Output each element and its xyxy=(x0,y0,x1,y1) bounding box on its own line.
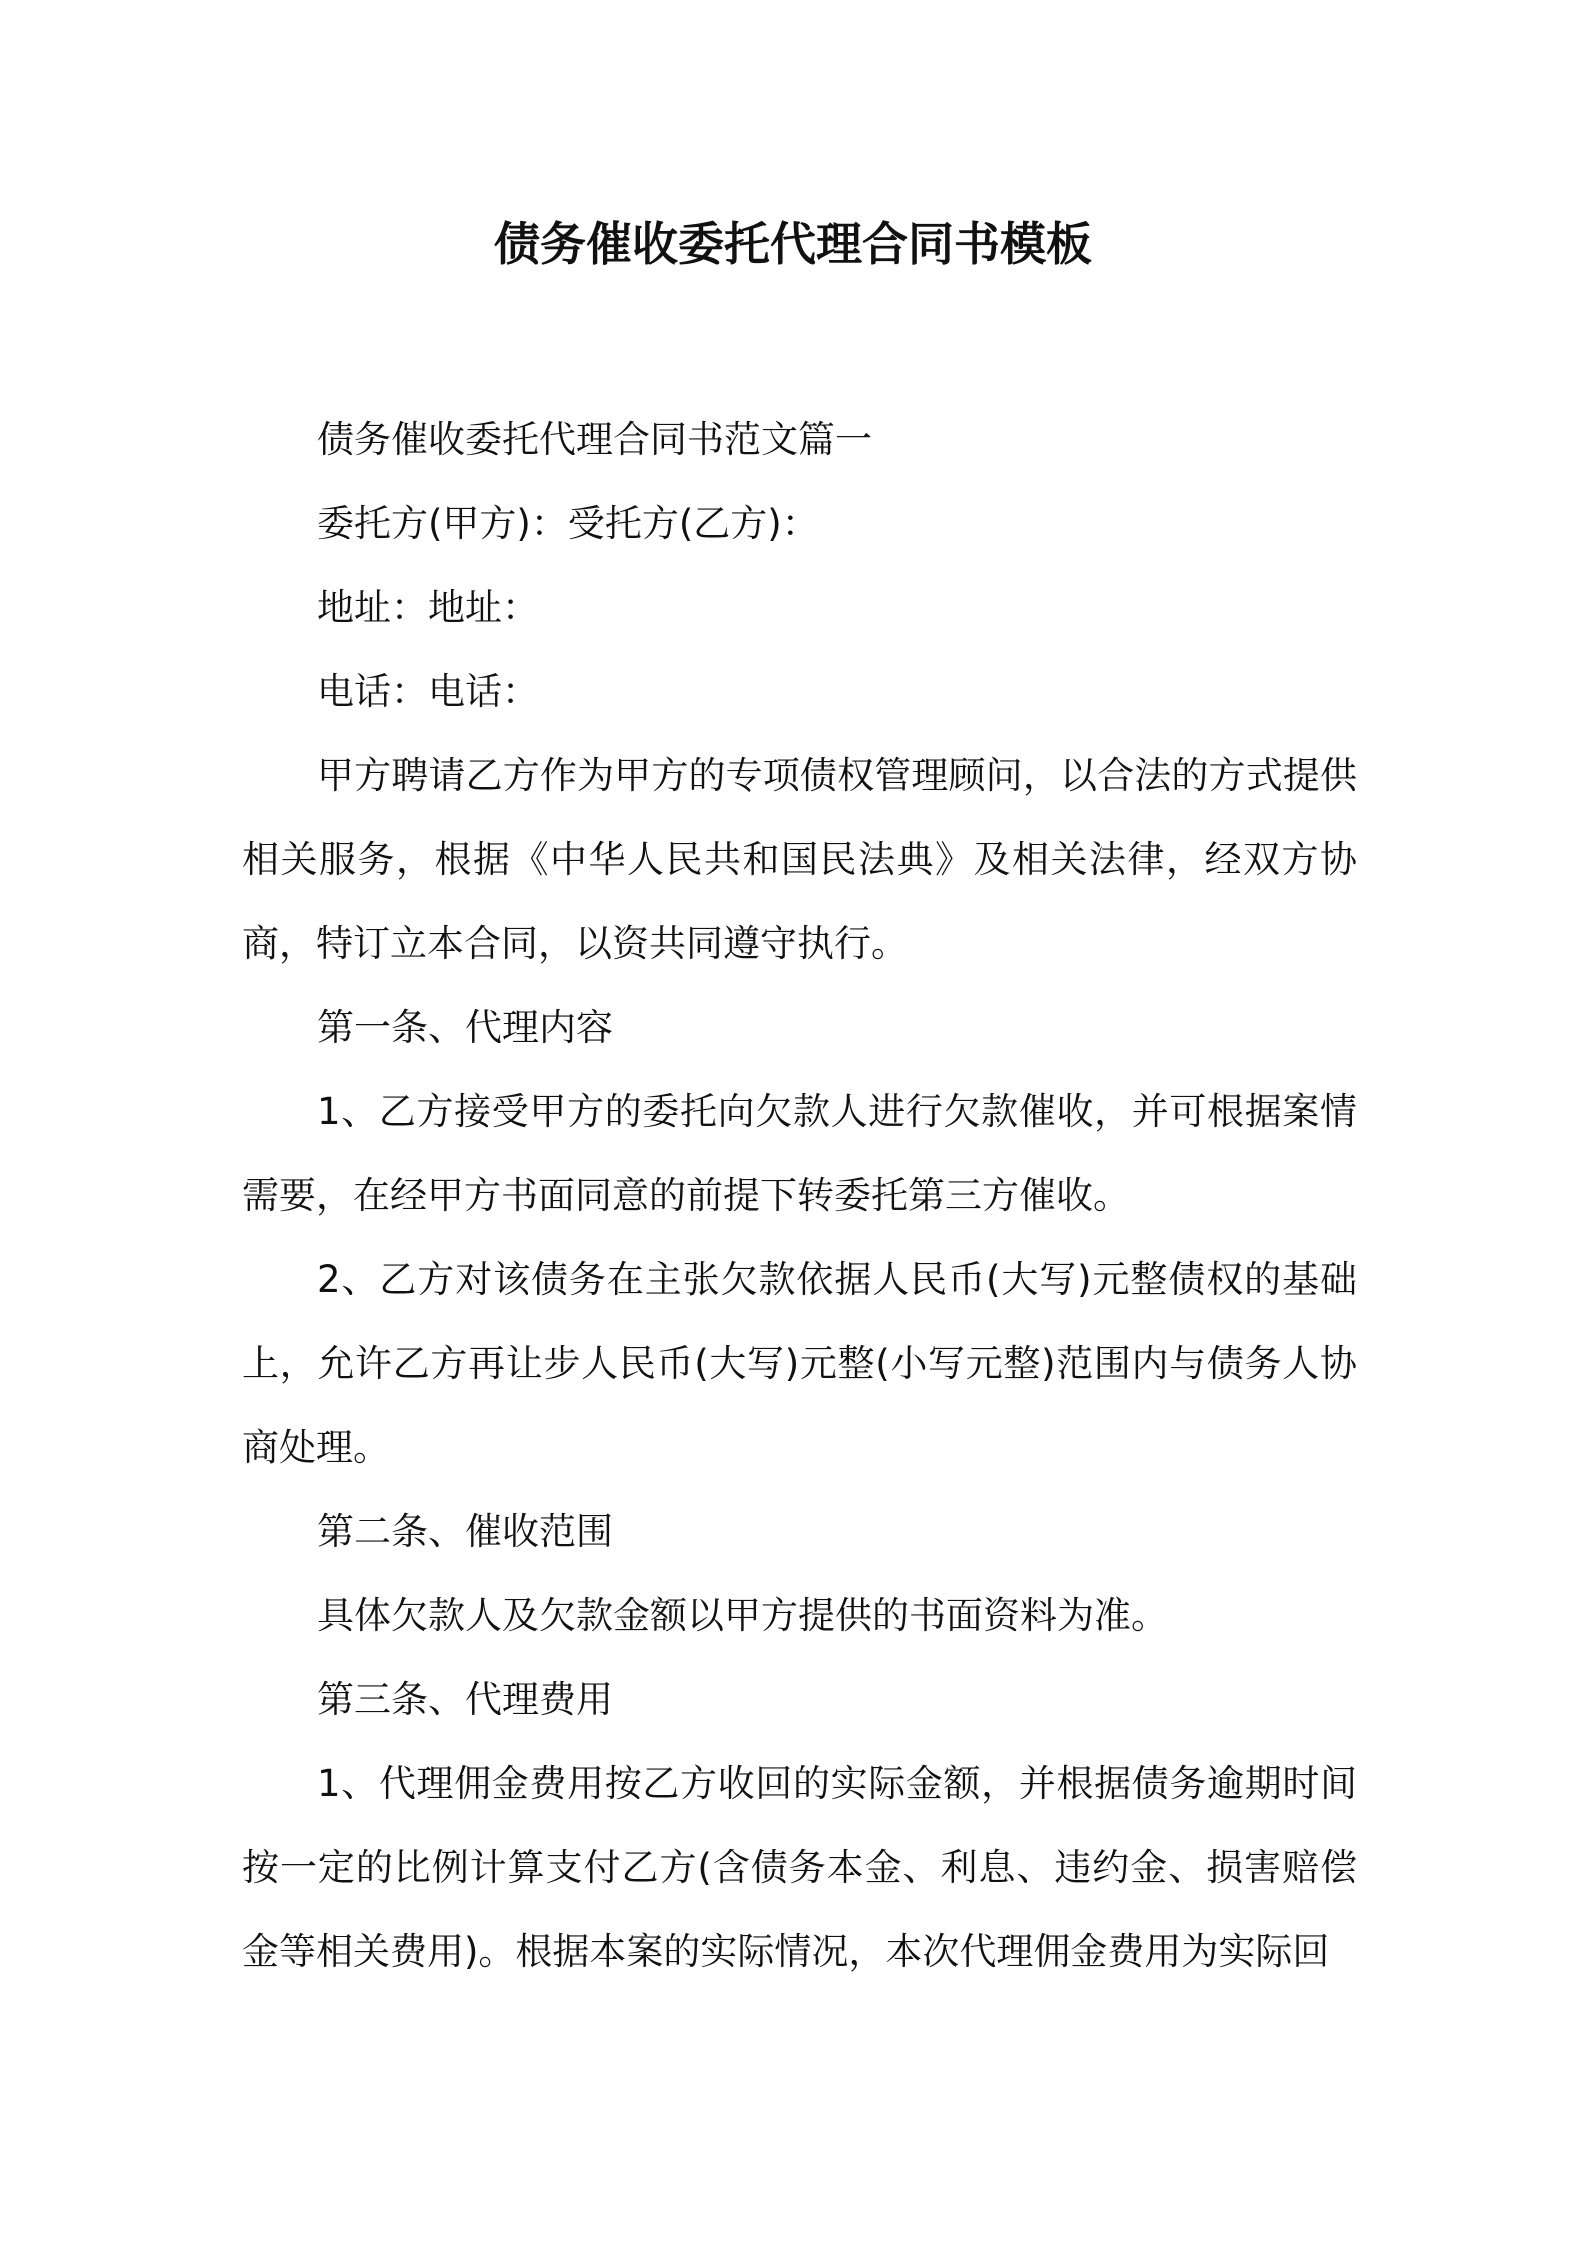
party-names-line: 委托方(甲方)：受托方(乙方)： xyxy=(317,502,819,545)
article-2-heading: 第二条、催收范围 xyxy=(317,1510,613,1553)
address-line: 地址：地址： xyxy=(317,586,539,629)
subtitle-paragraph: 债务催收委托代理合同书范文篇一 xyxy=(317,418,872,461)
document-body xyxy=(242,398,1357,1994)
article-3-heading: 第三条、代理费用 xyxy=(317,1678,613,1721)
article-1-clause-1: 1、乙方接受甲方的委托向欠款人进行欠款催收，并可根据案情需要，在经甲方书面同意的前提下转委托第三方催收。 xyxy=(242,1090,1357,1217)
preamble-paragraph: 甲方聘请乙方作为甲方的专项债权管理顾问，以合法的方式提供相关服务，根据《中华人民共和国民法典》及相关法律，经双方协商，特订立本合同，以资共同遵守执行。 xyxy=(242,754,1357,965)
phone-line: 电话：电话： xyxy=(317,670,539,713)
article-3-clause-1: 1、代理佣金费用按乙方收回的实际金额，并根据债务逾期时间按一定的比例计算支付乙方(含债务本金、利息、违约金、损害赔偿金等相关费用)。根据本案的实际情况，本次代理佣金费用为实际回 xyxy=(242,1762,1357,1973)
article-2-text: 具体欠款人及欠款金额以甲方提供的书面资料为准。 xyxy=(317,1594,1168,1637)
article-1-heading: 第一条、代理内容 xyxy=(317,1006,613,1049)
document-title: 债务催收委托代理合同书模板 xyxy=(494,217,1092,271)
article-1-clause-2: 2、乙方对该债务在主张欠款依据人民币(大写)元整债权的基础上，允许乙方再让步人民币(大写)元整(小写元整)范围内与债务人协商处理。 xyxy=(242,1258,1357,1469)
